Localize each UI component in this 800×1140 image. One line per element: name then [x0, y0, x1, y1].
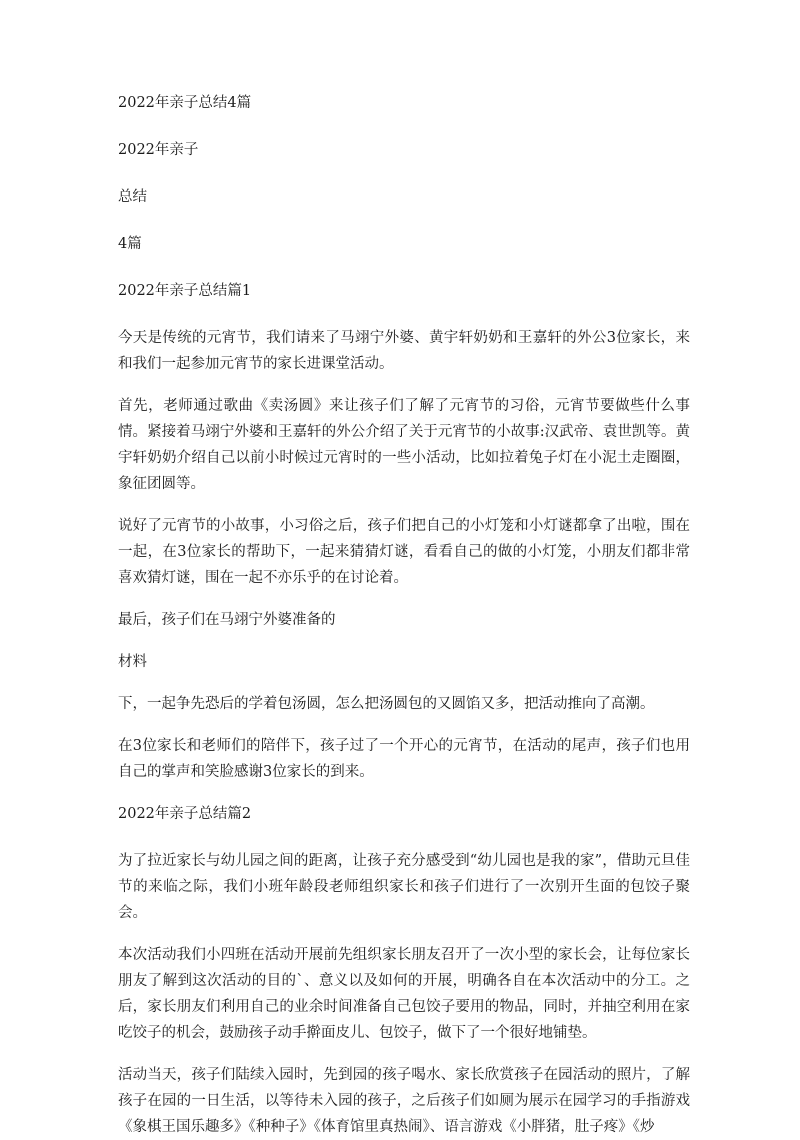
section-1-paragraph-2: 首先，老师通过歌曲《卖汤圆》来让孩子们了解了元宵节的习俗，元宵节要做些什么事情。紧接着马翊宁外婆和王嘉轩的外公介绍了关于元宵节的小故事:汉武帝、袁世凯等。黄宇轩奶奶介绍自己以前小时候过元宵时的一些小活动，比如拉着兔子灯在小泥土走圈圈，象征团圆等。 — [118, 398, 690, 492]
section-2-paragraph-1: 为了拉近家长与幼儿园之间的距离，让孩子充分感受到“幼儿园也是我的家”，借助元旦佳节的来临之际，我们小班年龄段老师组织家长和孩子们进行了一次别开生面的包饺子聚会。 — [118, 853, 690, 921]
section-1-paragraph-7: 在3位家长和老师们的陪伴下，孩子过了一个开心的元宵节，在活动的尾声，孩子们也用自己的掌声和笑脸感谢3位家长的到来。 — [118, 738, 690, 780]
section-2-paragraph-3: 活动当天，孩子们陆续入园时，先到园的孩子喝水、家长欣赏孩子在园活动的照片，了解孩子在园的一日生活，以等待未入园的孩子，之后孩子们如厕为展示在园学习的手指游戏《象棋王国乐趣多》《种种子》《体育馆里真热闹》、语言游戏《小胖猪，肚子疼》《炒 — [118, 1067, 690, 1135]
section-1-paragraph-5: 材料 — [118, 654, 147, 670]
section-2-paragraph-2: 本次活动我们小四班在活动开展前先组织家长朋友召开了一次小型的家长会，让每位家长朋友了解到这次活动的目的`、意义以及如何的开展，明确各自在本次活动中的分工。之后，家长朋友们利用自己的业余时间准备自己包饺子要用的物品，同时，并抽空利用在家吃饺子的机会，鼓励孩子动手擀面皮儿、包饺子，做下了一个很好地铺垫。 — [118, 947, 690, 1041]
section-1-paragraph-1: 今天是传统的元宵节，我们请来了马翊宁外婆、黄宇轩奶奶和王嘉轩的外公3位家长，来和我们一起参加元宵节的家长进课堂活动。 — [118, 330, 690, 372]
document-subtitle-3: 4篇 — [118, 236, 142, 252]
section-1-paragraph-4: 最后，孩子们在马翊宁外婆准备的 — [118, 612, 336, 628]
document-title: 2022年亲子总结4篇 — [118, 95, 252, 111]
document-subtitle-2: 总结 — [118, 189, 147, 205]
section-1-paragraph-6: 下，一起争先恐后的学着包汤圆，怎么把汤圆包的又圆馅又多，把活动推向了高潮。 — [118, 696, 655, 712]
section-1-paragraph-3: 说好了元宵节的小故事，小习俗之后，孩子们把自己的小灯笼和小灯谜都拿了出啦，围在一起，在3位家长的帮助下，一起来猜猜灯谜，看看自己的做的小灯笼，小朋友们都非常喜欢猜灯谜，围在一起不亦乐乎的在讨论着。 — [118, 518, 690, 586]
document-subtitle-1: 2022年亲子 — [118, 142, 199, 158]
section-2-heading: 2022年亲子总结篇2 — [118, 806, 252, 822]
section-1-heading: 2022年亲子总结篇1 — [118, 283, 252, 299]
